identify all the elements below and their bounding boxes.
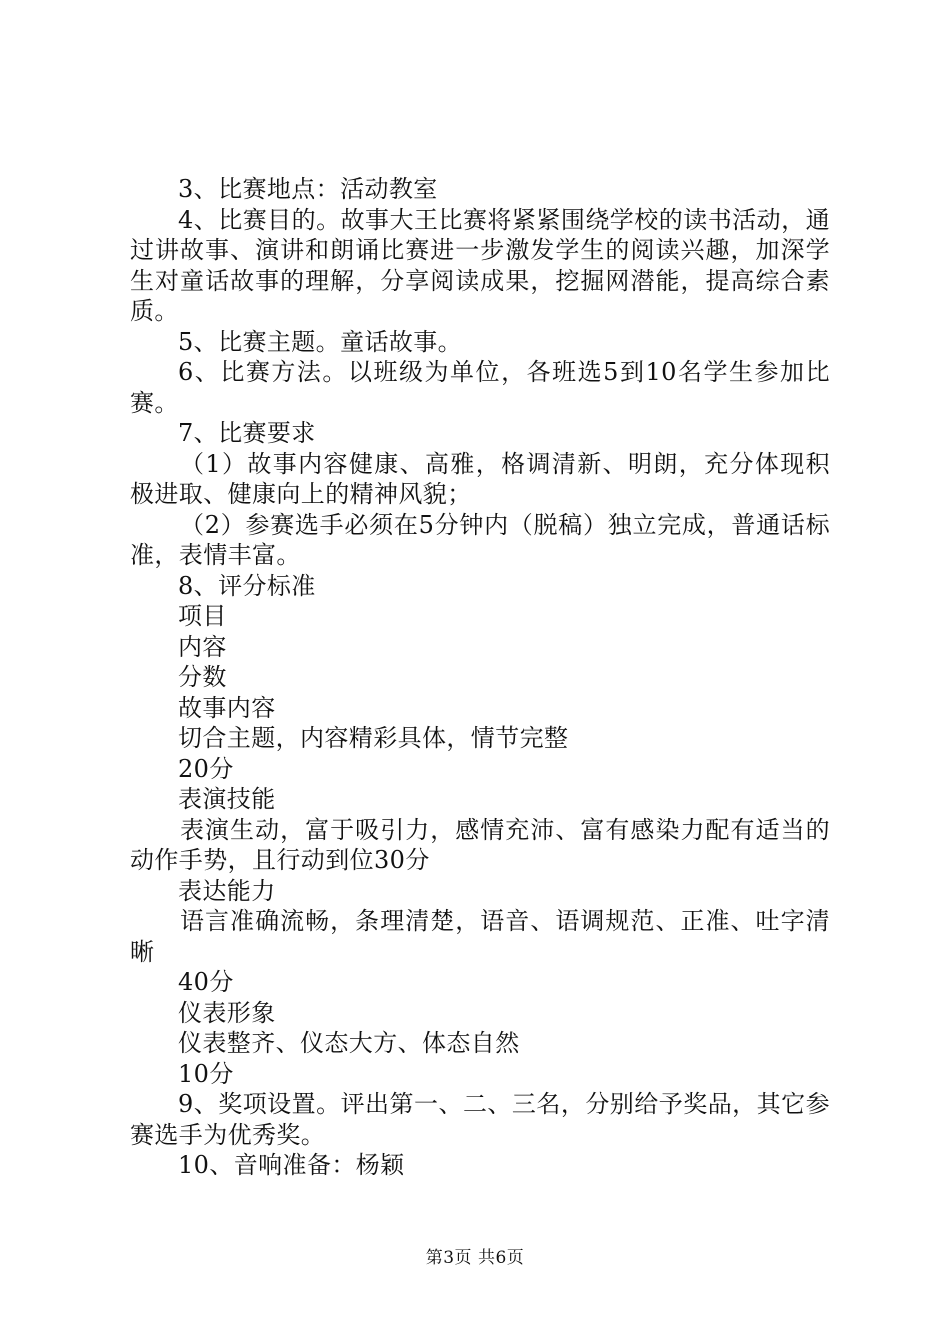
paragraph-requirements-heading: 7、比赛要求 [178, 419, 316, 447]
scoring-item-appearance: 仪表形象 [178, 998, 276, 1027]
scoring-header-content: 内容 [178, 632, 227, 661]
scoring-score-expression: 40分 [178, 968, 234, 996]
paragraph-scoring-heading: 8、评分标准 [178, 571, 316, 600]
scoring-header-score: 分数 [178, 663, 227, 691]
paragraph-venue: 3、比赛地点：活动教室 [178, 175, 438, 203]
paragraph-awards: 9、奖项设置。评出第一、二、三名，分别给予奖品，其它参赛选手为优秀奖。 [130, 1090, 830, 1149]
scoring-score-appearance: 10分 [178, 1059, 234, 1088]
paragraph-theme: 5、比赛主题。童话故事。 [178, 327, 463, 356]
paragraph-audio: 10、音响准备：杨颖 [178, 1151, 405, 1179]
document-body [130, 174, 830, 1181]
scoring-item-expression: 表达能力 [178, 876, 276, 905]
scoring-item-story: 故事内容 [178, 693, 276, 722]
page-number-footer: 第3页 共6页 [425, 1248, 525, 1268]
scoring-item-performance: 表演技能 [178, 785, 276, 813]
paragraph-requirement-2: （2）参赛选手必须在5分钟内（脱稿）独立完成，普通话标准，表情丰富。 [130, 510, 830, 569]
scoring-content-story: 切合主题，内容精彩具体，情节完整 [178, 724, 569, 752]
scoring-header-item: 项目 [178, 602, 227, 630]
scoring-content-appearance: 仪表整齐、仪态大方、体态自然 [178, 1029, 520, 1057]
scoring-content-performance: 表演生动，富于吸引力，感情充沛、富有感染力配有适当的动作手势，且行动到位30分 [130, 815, 830, 874]
paragraph-method: 6、比赛方法。以班级为单位，各班选5到10名学生参加比赛。 [130, 358, 830, 417]
paragraph-purpose: 4、比赛目的。故事大王比赛将紧紧围绕学校的读书活动，通过讲故事、演讲和朗诵比赛进一步激发学生的阅读兴趣，加深学生对童话故事的理解，分享阅读成果，挖掘网潜能，提高综合素质。 [130, 205, 830, 325]
scoring-content-expression: 语言准确流畅，条理清楚，语音、语调规范、正准、吐字清晰 [130, 907, 830, 966]
scoring-score-story: 20分 [178, 754, 234, 783]
paragraph-requirement-1: （1）故事内容健康、高雅，格调清新、明朗，充分体现积极进取、健康向上的精神风貌； [130, 449, 830, 508]
